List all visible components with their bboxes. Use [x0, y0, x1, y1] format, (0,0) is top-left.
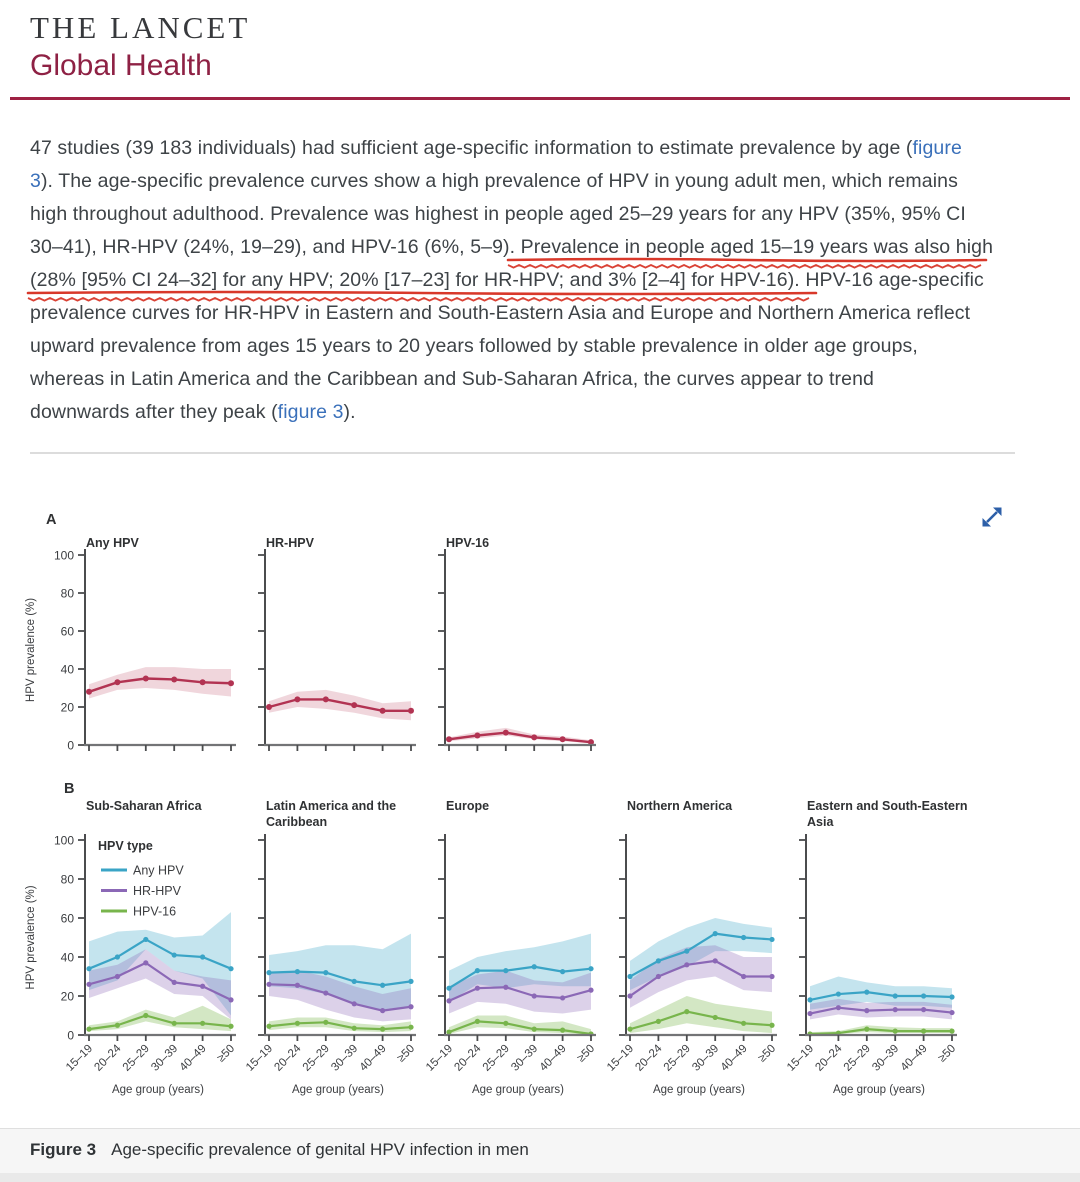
data-point	[295, 1021, 300, 1026]
data-point	[921, 1007, 926, 1012]
data-point	[627, 974, 632, 979]
x-tick-label: ≥50	[215, 1042, 238, 1065]
x-tick-label: 30–39	[329, 1042, 361, 1074]
data-point	[295, 969, 300, 974]
data-point	[228, 997, 233, 1002]
data-point	[836, 1005, 841, 1010]
panel-northern-america	[605, 799, 778, 1096]
data-point	[380, 1027, 385, 1032]
data-point	[352, 979, 357, 984]
data-point	[228, 1024, 233, 1029]
data-point	[172, 1021, 177, 1026]
data-point	[560, 969, 565, 974]
panel-title: Europe	[446, 799, 490, 813]
data-point	[503, 985, 508, 990]
y-axis-title: HPV prevalence (%)	[25, 597, 37, 703]
data-point	[588, 966, 593, 971]
y-tick-label: 40	[60, 662, 74, 677]
panel-title: Latin America and the	[266, 799, 397, 813]
data-point	[627, 993, 632, 998]
paragraph-text: (28% [95% CI 24–32] for any HPV; 20% [17–23] for HR-HPV; and 3% [2–4] for HPV-16). HPV-16 age-specific	[30, 269, 984, 291]
y-tick-label: 60	[60, 911, 74, 926]
row-label: B	[64, 781, 75, 797]
y-tick-label: 40	[60, 950, 74, 965]
panel-hr-hpv	[258, 536, 416, 751]
data-point	[115, 1023, 120, 1028]
panel-title: Caribbean	[266, 815, 328, 829]
x-tick-label: ≥50	[575, 1042, 598, 1065]
data-point	[531, 734, 537, 740]
journal-wordmark: THE LANCET	[30, 10, 251, 45]
panel-title: HR-HPV	[266, 536, 314, 550]
data-point	[560, 995, 565, 1000]
journal-edition: Global Health	[30, 49, 212, 82]
data-point	[627, 1027, 632, 1032]
x-tick-label: 30–39	[149, 1042, 181, 1074]
panel-hpv-16	[438, 536, 596, 751]
data-point	[380, 708, 386, 714]
x-tick-label: 40–49	[177, 1042, 209, 1074]
x-tick-label: 15–19	[785, 1042, 817, 1074]
y-tick-label: 100	[53, 833, 74, 848]
x-axis-title: Age group (years)	[111, 1084, 205, 1096]
panel-any-hpv	[54, 536, 236, 753]
figure-caption	[30, 1140, 529, 1160]
data-point	[560, 736, 566, 742]
data-point	[741, 974, 746, 979]
data-point	[171, 676, 177, 682]
data-point	[893, 1029, 898, 1034]
paragraph-line	[30, 132, 1045, 165]
data-point	[949, 1029, 954, 1034]
data-point	[503, 968, 508, 973]
paragraph-text: downwards after they peak (	[30, 401, 278, 423]
y-tick-label: 20	[60, 989, 74, 1004]
x-tick-label: ≥50	[395, 1042, 418, 1065]
y-axis-title: HPV prevalence (%)	[25, 885, 37, 990]
paragraph-line	[30, 396, 1045, 429]
panel-title: Sub-Saharan Africa	[86, 799, 202, 813]
panel-europe	[424, 799, 597, 1096]
data-point	[532, 993, 537, 998]
data-point	[143, 960, 148, 965]
paragraph-text: high throughout adulthood. Prevalence was highest in people aged 25–29 years for any HPV (35%, 95% CI	[30, 203, 966, 225]
x-tick-label: 15–19	[605, 1042, 637, 1074]
data-point	[532, 1027, 537, 1032]
data-point	[408, 1025, 413, 1030]
data-point	[921, 993, 926, 998]
data-point	[114, 679, 120, 685]
x-tick-label: 15–19	[424, 1042, 456, 1074]
x-tick-label: ≥50	[936, 1042, 959, 1065]
data-point	[380, 983, 385, 988]
data-point	[949, 1010, 954, 1015]
paragraph-line	[30, 330, 1045, 363]
x-tick-label: 40–49	[357, 1042, 389, 1074]
panel-title: HPV-16	[446, 536, 490, 550]
data-point	[893, 1007, 898, 1012]
data-point	[172, 952, 177, 957]
data-point	[352, 1001, 357, 1006]
paragraph-text: ).	[343, 401, 356, 423]
data-point	[921, 1029, 926, 1034]
y-tick-label: 0	[67, 1028, 74, 1043]
x-tick-label: 25–29	[661, 1042, 693, 1074]
data-point	[446, 736, 452, 742]
x-tick-label: 40–49	[537, 1042, 569, 1074]
x-tick-label: 20–24	[272, 1042, 304, 1074]
panel-latin-america-and-thecaribbean	[244, 799, 417, 1096]
data-point	[200, 679, 206, 685]
paragraph-text: ). The age-specific prevalence curves show a high prevalence of HPV in young adult men, which remains	[40, 170, 958, 192]
article-paragraph	[30, 132, 1045, 429]
data-point	[474, 733, 480, 739]
data-point	[769, 937, 774, 942]
data-point	[446, 1029, 451, 1034]
x-tick-label: 20–24	[92, 1042, 124, 1074]
data-point	[864, 990, 869, 995]
x-axis-title: Age group (years)	[832, 1084, 926, 1096]
data-point	[266, 1024, 271, 1029]
data-point	[741, 935, 746, 940]
y-tick-label: 100	[53, 548, 74, 563]
data-point	[769, 974, 774, 979]
data-point	[503, 1021, 508, 1026]
header-rule	[10, 97, 1070, 100]
x-axis-title: Age group (years)	[291, 1084, 385, 1096]
paragraph-line	[30, 264, 1045, 297]
panel-sub-saharan-africa	[54, 799, 237, 1096]
data-point	[86, 1027, 91, 1032]
y-tick-label: 0	[67, 738, 74, 753]
paragraph-line	[30, 165, 1045, 198]
data-point	[713, 958, 718, 963]
paragraph-text: 30–41), HR-HPV (24%, 19–29), and HPV-16 (6%, 5–9). Prevalence in people aged 15–19 years was also high	[30, 236, 994, 258]
data-point	[684, 1009, 689, 1014]
journal-logo	[30, 10, 250, 84]
data-point	[115, 974, 120, 979]
data-point	[86, 689, 92, 695]
data-point	[323, 696, 329, 702]
data-point	[769, 1023, 774, 1028]
data-point	[408, 979, 413, 984]
x-tick-label: 25–29	[120, 1042, 152, 1074]
data-point	[323, 1020, 328, 1025]
panel-title: Eastern and South-Eastern	[807, 799, 968, 813]
data-point	[143, 1013, 148, 1018]
y-tick-label: 20	[60, 700, 74, 715]
data-point	[532, 964, 537, 969]
paragraph-text: prevalence curves for HR-HPV in Eastern and South-Eastern Asia and Europe and Northern America reflect	[30, 302, 971, 324]
legend-title: HPV type	[98, 839, 153, 853]
data-point	[200, 984, 205, 989]
data-point	[294, 696, 300, 702]
y-tick-label: 60	[60, 624, 74, 639]
figure-caption-text: Age-specific prevalence of genital HPV infection in men	[111, 1140, 529, 1159]
data-point	[172, 980, 177, 985]
paragraph-text: 47 studies (39 183 individuals) had sufficient age-specific information to estimate prevalence by age (	[30, 137, 913, 159]
data-point	[408, 1004, 413, 1009]
x-tick-label: 25–29	[480, 1042, 512, 1074]
data-point	[351, 702, 357, 708]
paragraph-line	[30, 297, 1045, 330]
x-tick-label: 25–29	[841, 1042, 873, 1074]
data-point	[408, 708, 414, 714]
data-point	[836, 991, 841, 996]
data-point	[266, 970, 271, 975]
data-point	[475, 1019, 480, 1024]
x-tick-label: 30–39	[690, 1042, 722, 1074]
panel-title: Asia	[807, 815, 834, 829]
row-label: A	[46, 512, 57, 528]
x-axis-title: Age group (years)	[471, 1084, 565, 1096]
data-point	[949, 994, 954, 999]
figure-link[interactable]: figure 3	[277, 401, 344, 423]
legend	[98, 839, 184, 919]
data-point	[323, 970, 328, 975]
data-point	[380, 1008, 385, 1013]
data-point	[228, 966, 233, 971]
data-point	[741, 1021, 746, 1026]
data-point	[560, 1028, 565, 1033]
x-tick-label: 30–39	[870, 1042, 902, 1074]
section-divider	[30, 452, 1015, 454]
x-tick-label: 20–24	[633, 1042, 665, 1074]
x-axis-title: Age group (years)	[652, 1084, 746, 1096]
data-point	[86, 982, 91, 987]
data-point	[503, 730, 509, 736]
data-point	[143, 937, 148, 942]
figure-link[interactable]: 3	[30, 170, 41, 192]
data-point	[656, 958, 661, 963]
data-point	[266, 982, 271, 987]
data-point	[656, 1019, 661, 1024]
data-point	[228, 680, 234, 686]
data-point	[588, 988, 593, 993]
x-tick-label: ≥50	[756, 1042, 779, 1065]
data-point	[807, 997, 812, 1002]
chart-row-b	[0, 775, 1080, 1128]
x-tick-label: 20–24	[452, 1042, 484, 1074]
panel-title: Any HPV	[86, 536, 139, 550]
data-point	[807, 1011, 812, 1016]
x-tick-label: 40–49	[898, 1042, 930, 1074]
chart-row-a	[0, 500, 1080, 775]
legend-item-label: Any HPV	[133, 863, 184, 878]
data-point	[713, 1015, 718, 1020]
data-point	[352, 1026, 357, 1031]
data-point	[475, 968, 480, 973]
x-tick-label: 40–49	[718, 1042, 750, 1074]
paragraph-text: whereas in Latin America and the Caribbean and Sub-Saharan Africa, the curves appear to trend	[30, 368, 874, 390]
x-tick-label: 15–19	[64, 1042, 96, 1074]
data-point	[864, 1027, 869, 1032]
y-tick-label: 80	[60, 872, 74, 887]
data-point	[295, 983, 300, 988]
figure-link[interactable]: figure	[912, 137, 962, 159]
x-tick-label: 30–39	[509, 1042, 541, 1074]
data-point	[200, 1021, 205, 1026]
paragraph-line	[30, 231, 1045, 264]
legend-item-label: HPV-16	[133, 904, 177, 919]
data-point	[446, 998, 451, 1003]
figure-caption-label: Figure 3	[30, 1140, 97, 1159]
data-point	[266, 704, 272, 710]
legend-item-label: HR-HPV	[133, 884, 181, 898]
data-point	[475, 986, 480, 991]
panel-eastern-and-south-easternasia	[785, 799, 967, 1096]
ci-band-hr-hpv	[269, 690, 411, 720]
data-point	[323, 990, 328, 995]
data-point	[656, 974, 661, 979]
panel-title: Northern America	[627, 799, 733, 813]
data-point	[143, 676, 149, 682]
x-tick-label: 25–29	[300, 1042, 332, 1074]
data-point	[684, 962, 689, 967]
data-point	[684, 949, 689, 954]
figure-caption-band	[0, 1128, 1080, 1182]
paragraph-line	[30, 198, 1045, 231]
data-point	[446, 986, 451, 991]
data-point	[864, 1008, 869, 1013]
data-point	[200, 954, 205, 959]
paragraph-line	[30, 363, 1045, 396]
data-point	[115, 954, 120, 959]
y-tick-label: 80	[60, 586, 74, 601]
x-tick-label: 15–19	[244, 1042, 276, 1074]
x-tick-label: 20–24	[813, 1042, 845, 1074]
data-point	[86, 966, 91, 971]
data-point	[713, 931, 718, 936]
paragraph-text: upward prevalence from ages 15 years to 20 years followed by stable prevalence in older age groups,	[30, 335, 918, 357]
data-point	[893, 993, 898, 998]
